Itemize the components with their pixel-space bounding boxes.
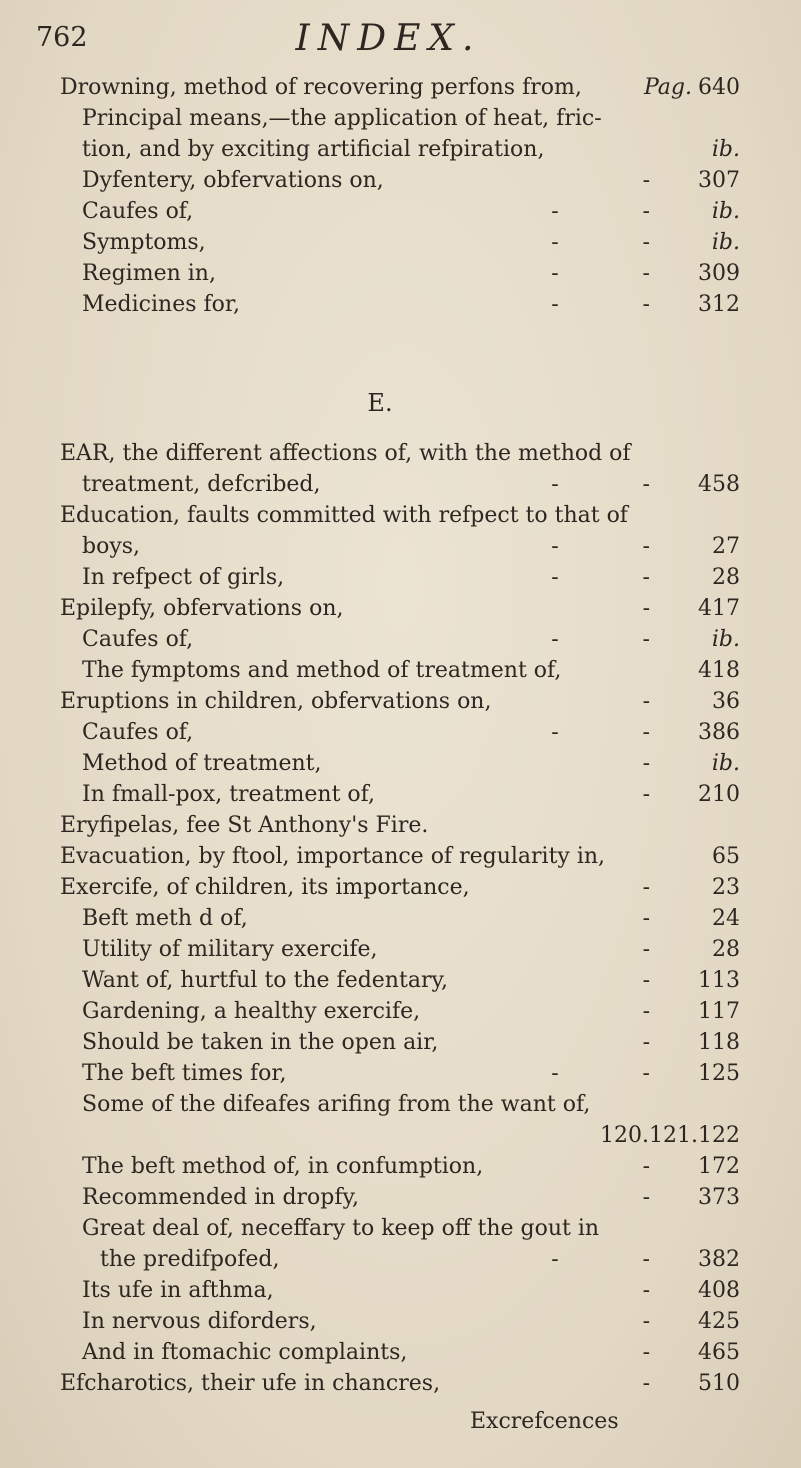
page-number: 762 — [36, 22, 88, 53]
leader-dashes: - - — [551, 261, 650, 286]
index-entry — [60, 748, 740, 779]
index-entry — [60, 810, 740, 841]
index-entry — [60, 469, 740, 500]
index-entry — [60, 500, 740, 531]
entry-text: Gardening, a healthy exercife, — [82, 999, 421, 1024]
entry-text: EAR, the different affections of, with the method of — [60, 441, 631, 466]
page-reference: 510 — [698, 1371, 740, 1396]
index-entry — [60, 531, 740, 562]
entry-text: Education, faults committed with refpect to that of — [60, 503, 628, 528]
leader-dashes: - — [642, 782, 650, 807]
page-reference: 425 — [698, 1309, 740, 1334]
index-entry — [60, 227, 740, 258]
index-entry — [60, 438, 740, 469]
leader-dashes: - — [642, 999, 650, 1024]
page-reference: 125 — [698, 1061, 740, 1086]
page-reference: 120.121.122 — [600, 1123, 740, 1148]
leader-dashes: - - — [551, 534, 650, 559]
index-entry — [60, 1182, 740, 1213]
entry-text: treatment, defcribed, — [82, 472, 321, 497]
index-entry — [60, 134, 740, 165]
index-entry — [60, 196, 740, 227]
index-entry — [60, 593, 740, 624]
index-entry — [60, 1337, 740, 1368]
index-entry — [60, 655, 740, 686]
index-entry — [60, 872, 740, 903]
page-reference: 307 — [698, 168, 740, 193]
page-reference: 465 — [698, 1340, 740, 1365]
page-reference: 640 — [698, 75, 740, 100]
entry-text: boys, — [82, 534, 141, 559]
leader-dashes: - — [642, 906, 650, 931]
index-entry — [60, 1244, 740, 1275]
page-reference: 118 — [698, 1030, 740, 1055]
page-reference: 417 — [698, 596, 740, 621]
entry-text: Principal means,—the application of heat, fric- — [82, 106, 602, 131]
entry-text: the predifpofed, — [100, 1247, 280, 1272]
entry-text: Recommended in dropfy, — [82, 1185, 360, 1210]
entry-text: Dyfentery, obfervations on, — [82, 168, 384, 193]
leader-dashes: - — [642, 168, 650, 193]
entry-text: In nervous diforders, — [82, 1309, 317, 1334]
entry-text: Should be taken in the open air, — [82, 1030, 439, 1055]
entry-text: Eruptions in children, obfervations on, — [60, 689, 492, 714]
index-entry — [60, 1306, 740, 1337]
leader-dashes: - — [642, 875, 650, 900]
index-entry — [60, 934, 740, 965]
entry-text: The beft times for, — [82, 1061, 287, 1086]
page-reference: 27 — [712, 534, 740, 559]
index-entry — [60, 965, 740, 996]
leader-dashes: - — [642, 1340, 650, 1365]
page-reference: 408 — [698, 1278, 740, 1303]
entry-text: In fmall-pox, treatment of, — [82, 782, 376, 807]
index-entry — [60, 717, 740, 748]
index-entry — [60, 1368, 740, 1399]
e-entries — [60, 438, 740, 1399]
index-entry — [60, 1120, 740, 1151]
index-entry — [60, 841, 740, 872]
page-reference: 113 — [698, 968, 740, 993]
page-reference: 458 — [698, 472, 740, 497]
page-reference: ib. — [711, 137, 740, 162]
leader-dashes: - — [642, 1371, 650, 1396]
entry-text: Epilepfy, obfervations on, — [60, 596, 344, 621]
page-reference: 373 — [698, 1185, 740, 1210]
leader-dashes: - — [642, 1278, 650, 1303]
index-entry — [60, 1089, 740, 1120]
page-reference: 117 — [698, 999, 740, 1024]
entry-text: Method of treatment, — [82, 751, 322, 776]
index-entry — [60, 289, 740, 320]
entry-text: Want of, hurtful to the fedentary, — [82, 968, 448, 993]
entry-text: Drowning, method of recovering perfons from, — [60, 75, 582, 100]
index-entry — [60, 996, 740, 1027]
leader-dashes: - - — [551, 472, 650, 497]
page-reference: 382 — [698, 1247, 740, 1272]
index-entry — [60, 686, 740, 717]
drowning-entries — [60, 72, 740, 320]
entry-text: Evacuation, by ftool, importance of regularity in, — [60, 844, 606, 869]
leader-dashes: - - — [551, 627, 650, 652]
index-entry — [60, 1151, 740, 1182]
catchword: Excrefcences — [470, 1409, 619, 1434]
page-reference: 36 — [712, 689, 740, 714]
entry-text: Eryfipelas, fee St Anthony's Fire. — [60, 813, 429, 838]
leader-dashes: - - — [551, 720, 650, 745]
leader-dashes: - — [642, 1154, 650, 1179]
entry-text: Exercife, of children, its importance, — [60, 875, 470, 900]
page-reference: 418 — [698, 658, 740, 683]
entry-text: Beft meth d of, — [82, 906, 248, 931]
leader-dashes: - - — [551, 1247, 650, 1272]
leader-dashes: - - — [551, 199, 650, 224]
index-entry — [60, 1213, 740, 1244]
entry-text: Caufes of, — [82, 720, 194, 745]
leader-dashes: - — [642, 689, 650, 714]
page-reference: 210 — [698, 782, 740, 807]
entry-text: Regimen in, — [82, 261, 216, 286]
index-entry — [60, 624, 740, 655]
index-entry — [60, 779, 740, 810]
entry-text: Its ufe in afthma, — [82, 1278, 274, 1303]
running-title: INDEX. — [295, 18, 482, 59]
index-entry — [60, 103, 740, 134]
index-entry — [60, 1027, 740, 1058]
entry-text: Utility of military exercife, — [82, 937, 378, 962]
entry-text: Caufes of, — [82, 199, 194, 224]
leader-dashes: - — [642, 1185, 650, 1210]
index-entry — [60, 258, 740, 289]
page-reference: 24 — [712, 906, 740, 931]
leader-dashes: - — [642, 968, 650, 993]
leader-dashes: - — [642, 1030, 650, 1055]
entry-text: Great deal of, neceffary to keep off the gout in — [82, 1216, 600, 1241]
page-reference: ib. — [711, 230, 740, 255]
page-reference: ib. — [711, 751, 740, 776]
page-prefix: Pag. — [643, 75, 692, 100]
leader-dashes: - - — [551, 1061, 650, 1086]
page-reference: 312 — [698, 292, 740, 317]
entry-text: tion, and by exciting artificial refpiration, — [82, 137, 545, 162]
page-reference: ib. — [711, 627, 740, 652]
entry-text: Symptoms, — [82, 230, 206, 255]
entry-text: Caufes of, — [82, 627, 194, 652]
leader-dashes: - - — [551, 292, 650, 317]
page-header — [36, 18, 741, 68]
leader-dashes: - — [642, 596, 650, 621]
section-heading-e: E. — [367, 389, 393, 417]
page-reference: 28 — [712, 937, 740, 962]
index-entry — [60, 1058, 740, 1089]
page-reference: ib. — [711, 199, 740, 224]
page-reference: 28 — [712, 565, 740, 590]
entry-text: Medicines for, — [82, 292, 240, 317]
entry-text: In refpect of girls, — [82, 565, 285, 590]
page-reference: 386 — [698, 720, 740, 745]
page-reference: 23 — [712, 875, 740, 900]
leader-dashes: - — [642, 1309, 650, 1334]
entry-text: Some of the difeafes arifing from the want of, — [82, 1092, 591, 1117]
entry-text: Efcharotics, their ufe in chancres, — [60, 1371, 441, 1396]
page-reference: 172 — [698, 1154, 740, 1179]
page-reference: 309 — [698, 261, 740, 286]
leader-dashes: - — [642, 751, 650, 776]
index-entry — [60, 1275, 740, 1306]
leader-dashes: - - — [551, 565, 650, 590]
index-entry — [60, 562, 740, 593]
index-entry — [60, 165, 740, 196]
entry-text: The beft method of, in confumption, — [82, 1154, 484, 1179]
entry-text: The fymptoms and method of treatment of, — [82, 658, 562, 683]
leader-dashes: - - — [551, 230, 650, 255]
index-entry — [60, 903, 740, 934]
page-reference: 65 — [712, 844, 740, 869]
index-entry — [60, 72, 740, 103]
leader-dashes: - — [642, 937, 650, 962]
entry-text: And in ftomachic complaints, — [82, 1340, 408, 1365]
